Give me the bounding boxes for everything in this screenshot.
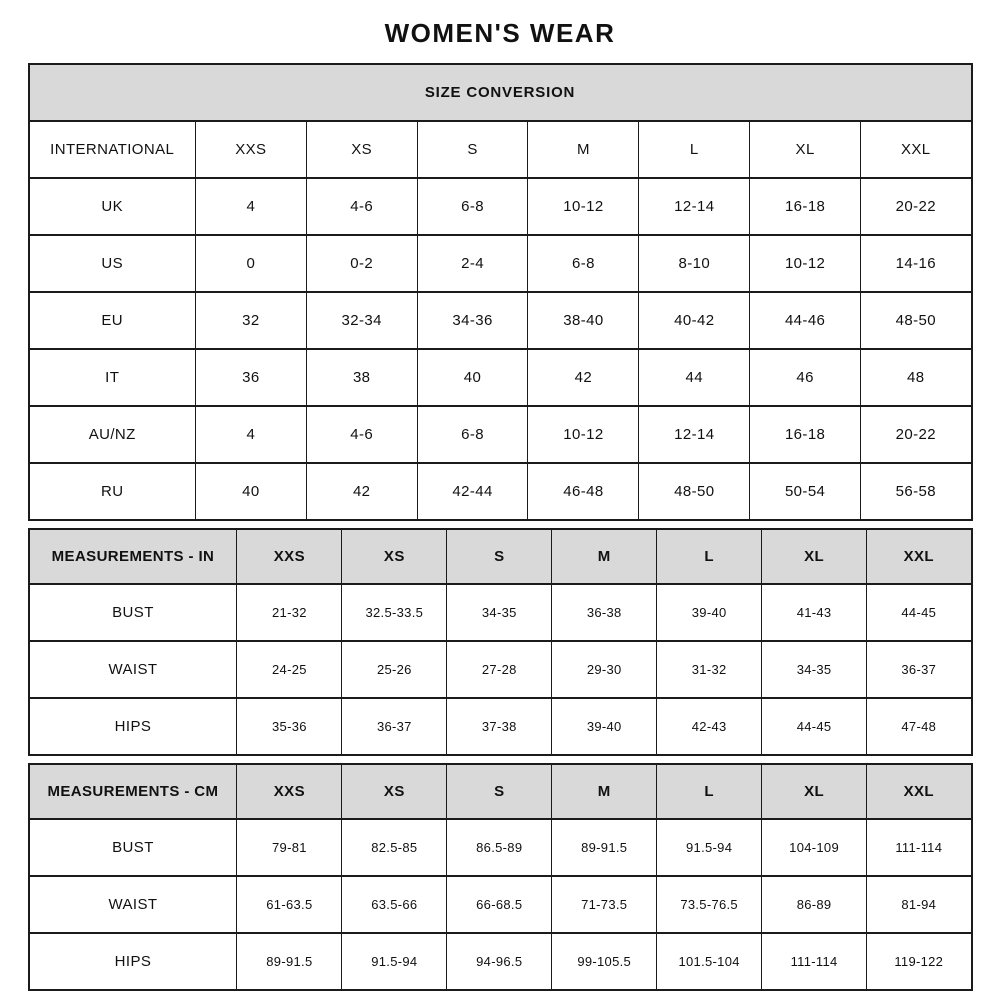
measurements-cm-cell: 86-89 xyxy=(762,876,867,933)
size-conversion-cell: 48-50 xyxy=(861,292,972,349)
measurements-in-cell: 39-40 xyxy=(552,698,657,755)
measurements-in-cell: 47-48 xyxy=(867,698,972,755)
size-conversion-cell: 46-48 xyxy=(528,463,639,520)
measurements-cm-col-header-0: XXS xyxy=(237,764,342,819)
measurements-cm-cell: 79-81 xyxy=(237,819,342,876)
measurements-in-cell: 25-26 xyxy=(342,641,447,698)
size-conversion-cell: 56-58 xyxy=(861,463,972,520)
size-conversion-cell: 20-22 xyxy=(861,178,972,235)
size-conversion-table xyxy=(28,63,973,521)
measurements-in-table xyxy=(28,528,973,756)
size-conversion-cell: 44-46 xyxy=(750,292,861,349)
measurements-cm-table xyxy=(28,763,973,991)
measurements-in-cell: 41-43 xyxy=(762,584,867,641)
measurements-in-row-label: BUST xyxy=(29,584,237,641)
measurements-in-col-header-2: S xyxy=(447,529,552,584)
measurements-cm-row xyxy=(29,876,972,933)
measurements-cm-cell: 81-94 xyxy=(867,876,972,933)
measurements-in-row-label: HIPS xyxy=(29,698,237,755)
size-conversion-cell: 6-8 xyxy=(417,178,528,235)
measurements-cm-col-header-1: XS xyxy=(342,764,447,819)
size-conversion-row-label: EU xyxy=(29,292,196,349)
measurements-cm-cell: 61-63.5 xyxy=(237,876,342,933)
size-conversion-cell: 40 xyxy=(417,349,528,406)
measurements-cm-cell: 94-96.5 xyxy=(447,933,552,990)
measurements-in-cell: 36-37 xyxy=(342,698,447,755)
measurements-in-cell: 44-45 xyxy=(867,584,972,641)
size-conversion-col-header-6: XL xyxy=(750,121,861,178)
measurements-in-row xyxy=(29,584,972,641)
measurements-cm-col-header-2: S xyxy=(447,764,552,819)
measurements-cm-row xyxy=(29,819,972,876)
size-conversion-cell: 12-14 xyxy=(639,178,750,235)
size-conversion-row xyxy=(29,463,972,520)
measurements-in-columns-row xyxy=(29,529,972,584)
size-conversion-cell: 8-10 xyxy=(639,235,750,292)
measurements-cm-cell: 91.5-94 xyxy=(342,933,447,990)
size-conversion-col-header-0: INTERNATIONAL xyxy=(29,121,196,178)
measurements-cm-cell: 99-105.5 xyxy=(552,933,657,990)
measurements-in-cell: 44-45 xyxy=(762,698,867,755)
size-conversion-col-header-3: S xyxy=(417,121,528,178)
measurements-in-row xyxy=(29,641,972,698)
size-conversion-cell: 4-6 xyxy=(306,178,417,235)
measurements-in-title: MEASUREMENTS - IN xyxy=(29,529,237,584)
measurements-in-cell: 42-43 xyxy=(657,698,762,755)
measurements-cm-cell: 111-114 xyxy=(762,933,867,990)
measurements-in-col-header-3: M xyxy=(552,529,657,584)
size-conversion-cell: 14-16 xyxy=(861,235,972,292)
size-conversion-cell: 48-50 xyxy=(639,463,750,520)
measurements-cm-row xyxy=(29,933,972,990)
measurements-in-cell: 34-35 xyxy=(762,641,867,698)
size-conversion-cell: 32-34 xyxy=(306,292,417,349)
size-conversion-row xyxy=(29,235,972,292)
size-conversion-cell: 42 xyxy=(306,463,417,520)
size-conversion-cell: 46 xyxy=(750,349,861,406)
size-conversion-cell: 6-8 xyxy=(528,235,639,292)
measurements-cm-col-header-6: XXL xyxy=(867,764,972,819)
page-title: WOMEN'S WEAR xyxy=(384,18,616,48)
size-conversion-cell: 34-36 xyxy=(417,292,528,349)
measurements-cm-col-header-4: L xyxy=(657,764,762,819)
measurements-cm-cell: 82.5-85 xyxy=(342,819,447,876)
measurements-cm-cell: 91.5-94 xyxy=(657,819,762,876)
size-conversion-row xyxy=(29,349,972,406)
measurements-in-row xyxy=(29,698,972,755)
size-conversion-col-header-1: XXS xyxy=(195,121,306,178)
size-conversion-cell: 48 xyxy=(861,349,972,406)
measurements-in-cell: 21-32 xyxy=(237,584,342,641)
measurements-in-cell: 36-37 xyxy=(867,641,972,698)
size-conversion-cell: 42-44 xyxy=(417,463,528,520)
size-conversion-cell: 20-22 xyxy=(861,406,972,463)
size-conversion-cell: 42 xyxy=(528,349,639,406)
size-conversion-cell: 10-12 xyxy=(750,235,861,292)
measurements-in-col-header-4: L xyxy=(657,529,762,584)
measurements-in-cell: 36-38 xyxy=(552,584,657,641)
size-conversion-cell: 0-2 xyxy=(306,235,417,292)
size-conversion-row xyxy=(29,406,972,463)
size-conversion-col-header-2: XS xyxy=(306,121,417,178)
measurements-cm-cell: 119-122 xyxy=(867,933,972,990)
size-conversion-cell: 4-6 xyxy=(306,406,417,463)
measurements-in-cell: 24-25 xyxy=(237,641,342,698)
size-conversion-row xyxy=(29,292,972,349)
size-conversion-cell: 4 xyxy=(195,178,306,235)
size-conversion-cell: 2-4 xyxy=(417,235,528,292)
measurements-cm-row-label: HIPS xyxy=(29,933,237,990)
size-conversion-row-label: IT xyxy=(29,349,196,406)
measurements-in-cell: 39-40 xyxy=(657,584,762,641)
measurements-cm-cell: 86.5-89 xyxy=(447,819,552,876)
measurements-cm-cell: 66-68.5 xyxy=(447,876,552,933)
size-conversion-row-label: AU/NZ xyxy=(29,406,196,463)
size-conversion-cell: 0 xyxy=(195,235,306,292)
measurements-cm-col-header-3: M xyxy=(552,764,657,819)
size-conversion-banner-row xyxy=(29,64,972,121)
size-conversion-row-label: US xyxy=(29,235,196,292)
measurements-in-col-header-1: XS xyxy=(342,529,447,584)
size-conversion-cell: 6-8 xyxy=(417,406,528,463)
measurements-in-cell: 27-28 xyxy=(447,641,552,698)
size-conversion-col-header-4: M xyxy=(528,121,639,178)
size-conversion-columns-row xyxy=(29,121,972,178)
size-conversion-row-label: UK xyxy=(29,178,196,235)
measurements-cm-title: MEASUREMENTS - CM xyxy=(29,764,237,819)
size-conversion-row-label: RU xyxy=(29,463,196,520)
size-conversion-cell: 44 xyxy=(639,349,750,406)
measurements-in-cell: 37-38 xyxy=(447,698,552,755)
size-conversion-cell: 32 xyxy=(195,292,306,349)
size-conversion-cell: 40 xyxy=(195,463,306,520)
measurements-in-row-label: WAIST xyxy=(29,641,237,698)
size-conversion-col-header-5: L xyxy=(639,121,750,178)
measurements-cm-cell: 73.5-76.5 xyxy=(657,876,762,933)
measurements-cm-cell: 89-91.5 xyxy=(237,933,342,990)
measurements-in-cell: 35-36 xyxy=(237,698,342,755)
measurements-in-col-header-5: XL xyxy=(762,529,867,584)
size-conversion-cell: 50-54 xyxy=(750,463,861,520)
size-conversion-row xyxy=(29,178,972,235)
measurements-in-cell: 31-32 xyxy=(657,641,762,698)
measurements-cm-cell: 63.5-66 xyxy=(342,876,447,933)
measurements-cm-cell: 101.5-104 xyxy=(657,933,762,990)
size-conversion-col-header-7: XXL xyxy=(861,121,972,178)
size-conversion-cell: 12-14 xyxy=(639,406,750,463)
size-conversion-cell: 40-42 xyxy=(639,292,750,349)
measurements-in-col-header-6: XXL xyxy=(867,529,972,584)
size-conversion-title: SIZE CONVERSION xyxy=(29,64,972,121)
size-conversion-cell: 4 xyxy=(195,406,306,463)
measurements-cm-columns-row xyxy=(29,764,972,819)
size-conversion-cell: 16-18 xyxy=(750,178,861,235)
size-conversion-cell: 38 xyxy=(306,349,417,406)
measurements-in-cell: 29-30 xyxy=(552,641,657,698)
measurements-cm-col-header-5: XL xyxy=(762,764,867,819)
measurements-in-col-header-0: XXS xyxy=(237,529,342,584)
measurements-cm-cell: 71-73.5 xyxy=(552,876,657,933)
size-guide-page xyxy=(28,0,973,991)
measurements-cm-cell: 89-91.5 xyxy=(552,819,657,876)
measurements-in-cell: 32.5-33.5 xyxy=(342,584,447,641)
size-conversion-cell: 38-40 xyxy=(528,292,639,349)
measurements-cm-cell: 111-114 xyxy=(867,819,972,876)
size-conversion-cell: 10-12 xyxy=(528,406,639,463)
measurements-cm-cell: 104-109 xyxy=(762,819,867,876)
measurements-cm-row-label: BUST xyxy=(29,819,237,876)
measurements-in-cell: 34-35 xyxy=(447,584,552,641)
size-conversion-cell: 16-18 xyxy=(750,406,861,463)
measurements-cm-row-label: WAIST xyxy=(29,876,237,933)
size-conversion-cell: 10-12 xyxy=(528,178,639,235)
size-conversion-cell: 36 xyxy=(195,349,306,406)
